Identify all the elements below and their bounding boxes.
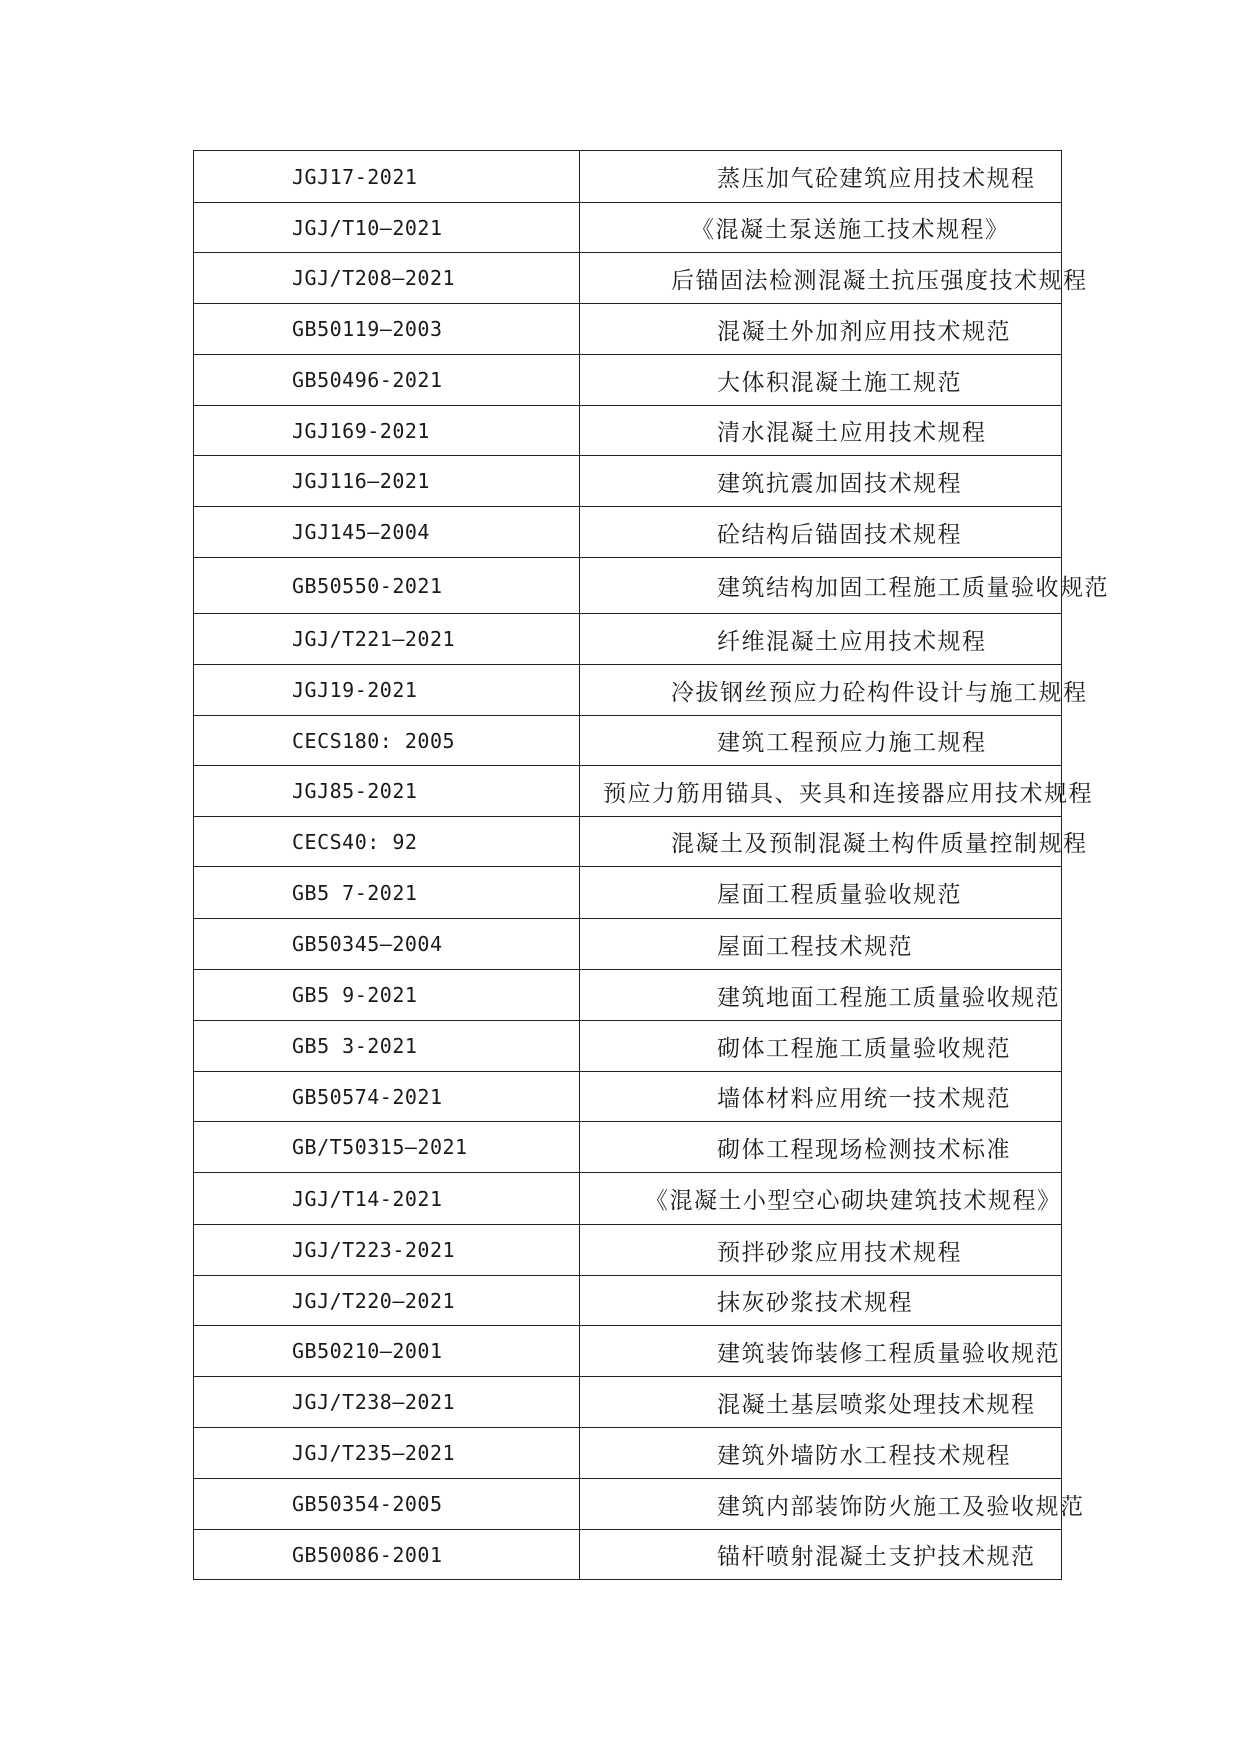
standard-title: 蒸压加气砼建筑应用技术规程 [580,151,1062,203]
table-row [194,1479,1062,1530]
standard-title: 预应力筋用锚具、夹具和连接器应用技术规程 [580,766,1062,817]
standard-code: GB5 7-2021 [194,867,580,919]
table-row [194,867,1062,919]
table-row [194,1326,1062,1377]
standard-code: JGJ/T220—2021 [194,1276,580,1326]
standard-code: JGJ17-2021 [194,151,580,203]
standard-title: 混凝土基层喷浆处理技术规程 [580,1377,1062,1428]
standard-code: JGJ/T221—2021 [194,614,580,665]
standard-title: 屋面工程技术规范 [580,919,1062,970]
standard-code: CECS40: 92 [194,817,580,867]
standards-table [193,150,1109,1580]
table-row [194,507,1062,558]
standard-code: GB5 3-2021 [194,1021,580,1072]
table-row [194,151,1062,203]
table-row [194,1021,1062,1072]
table-row [194,456,1062,507]
standard-title: 清水混凝土应用技术规程 [580,406,1062,456]
standard-code: JGJ/T235—2021 [194,1428,580,1479]
table-row [194,1428,1062,1479]
standard-code: JGJ/T238—2021 [194,1377,580,1428]
table-row [194,716,1062,766]
standard-title: 大体积混凝土施工规范 [580,355,1062,406]
standard-code: GB/T50315—2021 [194,1122,580,1173]
standard-code: JGJ/T10—2021 [194,203,580,253]
standard-code: GB50496-2021 [194,355,580,406]
standard-title: 混凝土外加剂应用技术规范 [580,304,1062,355]
standard-title: 砌体工程现场检测技术标准 [580,1122,1062,1173]
table-row [194,766,1062,817]
standard-code: GB50210—2001 [194,1326,580,1377]
standard-code: GB50574-2021 [194,1072,580,1122]
table-row [194,558,1062,614]
standard-title: 砼结构后锚固技术规程 [580,507,1062,558]
standard-code: CECS180: 2005 [194,716,580,766]
standard-code: JGJ169-2021 [194,406,580,456]
standards-table-body [194,151,1109,1580]
standard-title: 后锚固法检测混凝土抗压强度技术规程 [580,253,1062,304]
standard-code: JGJ19-2021 [194,665,580,716]
table-row [194,1276,1062,1326]
standard-title: 冷拔钢丝预应力砼构件设计与施工规程 [580,665,1062,716]
standard-code: JGJ116—2021 [194,456,580,507]
table-row [194,203,1062,253]
standard-code: JGJ/T14-2021 [194,1173,580,1225]
table-row [194,614,1062,665]
standard-title: 建筑内部装饰防火施工及验收规范 [580,1479,1062,1530]
standard-title: 纤维混凝土应用技术规程 [580,614,1062,665]
standard-code: GB50345—2004 [194,919,580,970]
standard-title: 建筑工程预应力施工规程 [580,716,1062,766]
table-row [194,1377,1062,1428]
standard-title: 混凝土及预制混凝土构件质量控制规程 [580,817,1062,867]
standard-title: 建筑地面工程施工质量验收规范 [580,970,1062,1021]
standard-title: 《混凝土泵送施工技术规程》 [580,203,1062,253]
standard-title: 建筑抗震加固技术规程 [580,456,1062,507]
standard-code: GB50119—2003 [194,304,580,355]
standard-title: 建筑装饰装修工程质量验收规范 [580,1326,1062,1377]
table-row [194,253,1062,304]
table-row [194,1122,1062,1173]
standard-code: GB50354-2005 [194,1479,580,1530]
table-row [194,1225,1062,1276]
standard-code: GB50550-2021 [194,558,580,614]
standard-title: 墙体材料应用统一技术规范 [580,1072,1062,1122]
table-row [194,1072,1062,1122]
standard-title: 锚杆喷射混凝土支护技术规范 [580,1530,1062,1580]
standard-code: JGJ/T208—2021 [194,253,580,304]
standard-code: GB50086-2001 [194,1530,580,1580]
table-row [194,1530,1062,1580]
standard-title: 砌体工程施工质量验收规范 [580,1021,1062,1072]
table-row [194,970,1062,1021]
table-row [194,406,1062,456]
standard-title: 预拌砂浆应用技术规程 [580,1225,1062,1276]
standard-title: 屋面工程质量验收规范 [580,867,1062,919]
standard-code: GB5 9-2021 [194,970,580,1021]
table-row [194,304,1062,355]
standard-title: 建筑外墙防水工程技术规程 [580,1428,1062,1479]
standard-code: JGJ/T223-2021 [194,1225,580,1276]
standard-code: JGJ85-2021 [194,766,580,817]
standard-code: JGJ145—2004 [194,507,580,558]
table-row [194,1173,1062,1225]
standard-title: 建筑结构加固工程施工质量验收规范 [580,558,1062,614]
standard-title: 《混凝土小型空心砌块建筑技术规程》 [580,1173,1062,1225]
table-row [194,665,1062,716]
table-row [194,919,1062,970]
standard-title: 抹灰砂浆技术规程 [580,1276,1062,1326]
table-row [194,355,1062,406]
table-row [194,817,1062,867]
